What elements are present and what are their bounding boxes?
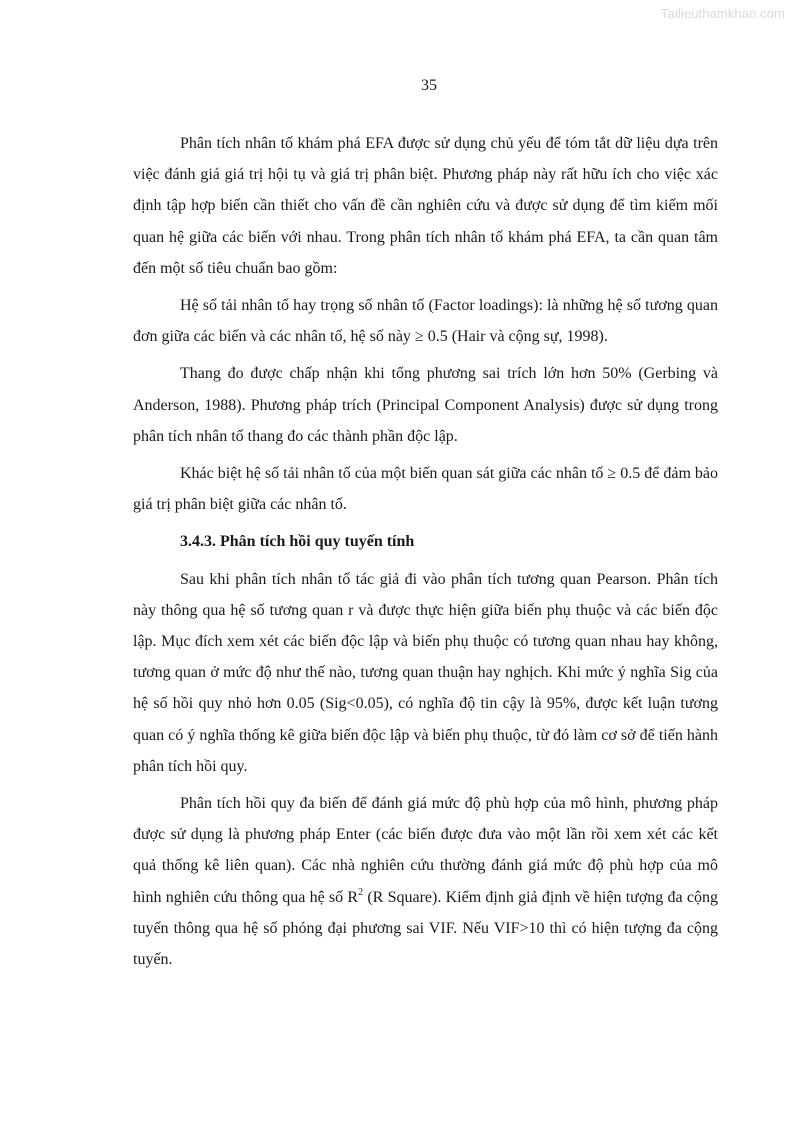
paragraph-efa-intro: Phân tích nhân tố khám phá EFA được sử dụng chủ yếu để tóm tắt dữ liệu dựa trên việc đánh giá giá trị hội tụ và giá trị phân biệt. Phương pháp này rất hữu ích cho việc xác định tập hợp biến cần thiết cho vấn đề cần nghiên cứu và được sử dụng để tìm kiếm mối quan hệ giữa các biến với nhau. Trong phân tích nhân tố khám phá EFA, ta cần quan tâm đến một số tiêu chuẩn bao gồm: <box>133 135 718 277</box>
section-heading: 3.4.3. Phân tích hồi quy tuyến tính <box>180 533 415 551</box>
paragraph-regression <box>133 788 718 975</box>
paragraph-loading-difference: Khác biệt hệ số tải nhân tố của một biến quan sát giữa các nhân tố ≥ 0.5 để đảm bảo giá trị phân biệt giữa các nhân tố. <box>133 465 718 514</box>
page-number: 35 <box>421 77 437 94</box>
r-square-superscript: 2 <box>358 886 364 898</box>
paragraph-variance-extracted: Thang đo được chấp nhận khi tổng phương sai trích lớn hơn 50% (Gerbing và Anderson, 1988). Phương pháp trích (Principal Component Analysis) được sử dụng trong phân tích nhân tố thang đo các thành phần độc lập. <box>133 365 718 445</box>
paragraph-pearson-correlation: Sau khi phân tích nhân tố tác giả đi vào phân tích tương quan Pearson. Phân tích này thông qua hệ số tương quan r và được thực hiện giữa biến phụ thuộc và các biến độc lập. Mục đích xem xét các biến độc lập và biến phụ thuộc có tương quan nhau hay không, tương quan ở mức độ như thế nào, tương quan thuận hay nghịch. Khi mức ý nghĩa Sig của hệ số hồi quy nhỏ hơn 0.05 (Sig<0.05), có nghĩa độ tin cậy là 95%, được kết luận tương quan có ý nghĩa thống kê giữa biến độc lập và biến phụ thuộc, từ đó làm cơ sở để tiến hành phân tích hồi quy. <box>133 570 718 775</box>
regression-text-end: (R Square). Kiểm định giả định về hiện tượng đa cộng tuyến thông qua hệ số phóng đại phương sai VIF. Nếu VIF>10 thì có hiện tượng đa cộng tuyến. <box>133 888 719 969</box>
paragraph-factor-loadings: Hệ số tải nhân tố hay trọng số nhân tố (Factor loadings): là những hệ số tương quan đơn giữa các biến và các nhân tố, hệ số này ≥ 0.5 (Hair và cộng sự, 1998). <box>133 297 718 346</box>
watermark: Tailieuthamkhao.com <box>660 6 785 21</box>
document-body <box>133 128 718 981</box>
regression-text-start: Phân tích hồi quy đa biến để đánh giá mức độ phù hợp của mô hình, phương pháp được sử dụng là phương pháp Enter (các biến được đưa vào một lần rồi xem xét các kết quả thống kê liên quan). Các nhà nghiên cứu thường đánh giá mức độ phù hợp của mô hình nghiên cứu thông qua hệ số R <box>133 795 718 906</box>
